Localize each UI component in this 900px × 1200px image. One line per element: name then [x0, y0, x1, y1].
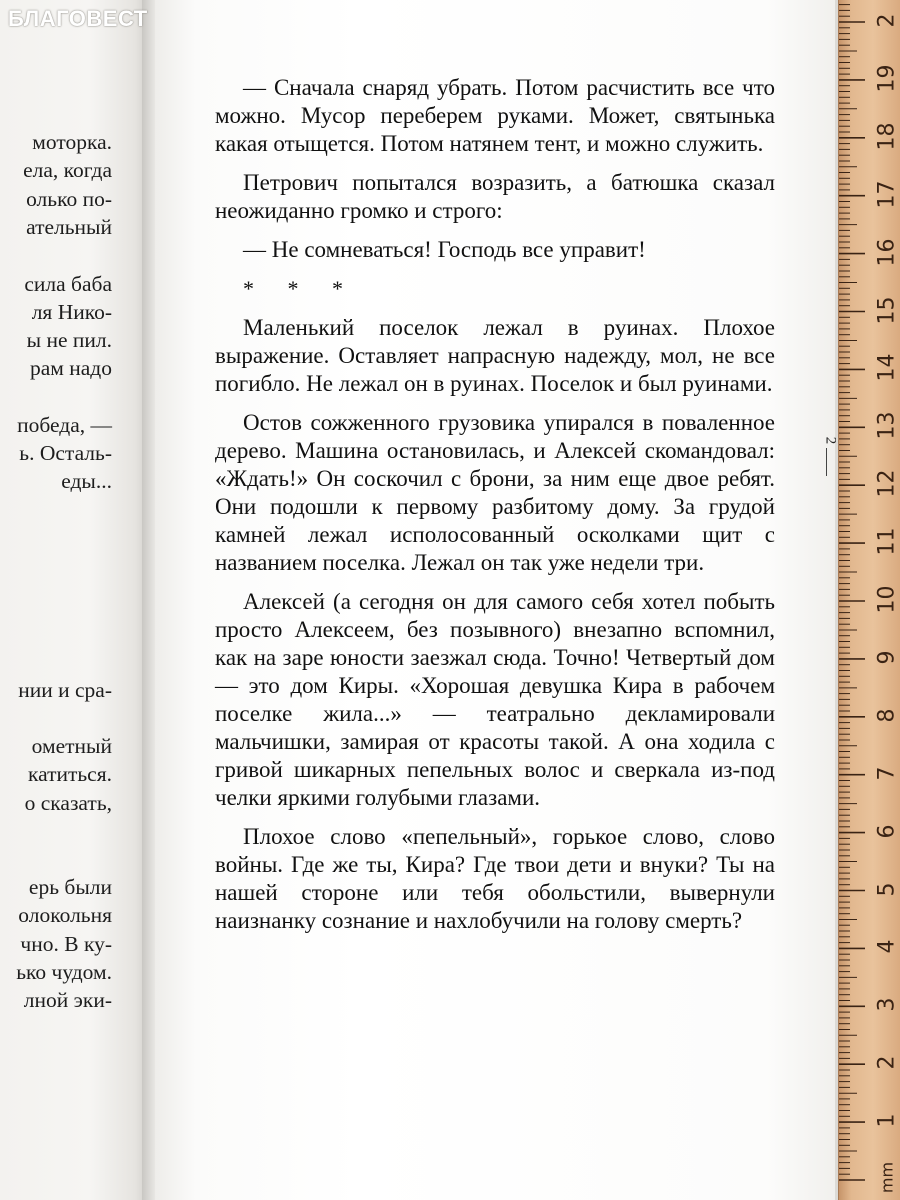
- ruler-number: 2: [874, 1055, 900, 1070]
- left-page-line: ательный: [26, 215, 112, 239]
- left-page-line: чно. В ку-: [20, 932, 112, 956]
- ruler-number: 3: [874, 997, 900, 1012]
- left-page-line: олокольня: [18, 903, 112, 927]
- ruler-number: 10: [874, 585, 900, 614]
- left-page-line: ерь были: [28, 875, 112, 899]
- paragraph: Остов сожженного грузовика упирался в поваленное дерево. Машина остановилась, и Алексей скомандовал: «Ждать!» Он соскочил с брони, за ним еще двое ребят. Они подошли к первому разбитому дому. За грудой камней лежал исполосованный осколками щит с названием поселка. Лежал он так уже недели три.: [215, 410, 775, 575]
- page-number: 2: [822, 436, 839, 445]
- left-page-line: о сказать,: [24, 791, 112, 815]
- ruler-number: 2: [874, 13, 900, 28]
- ruler-number: 6: [874, 824, 900, 839]
- ruler-unit-label: mm: [877, 1161, 897, 1194]
- ruler-number: 17: [874, 180, 900, 209]
- paragraph: Плохое слово «пепельный», горькое слово, слово войны. Где же ты, Кира? Где твои дети и внуки? Ты на нашей стороне или тебя обольстили, вывернули наизнанку сознание и нахлобучили на голову смерть?: [215, 824, 775, 933]
- left-page-line: ы не пил.: [26, 328, 112, 352]
- left-page-line: ько чудом.: [16, 960, 112, 984]
- left-page-line: нии и сра-: [18, 678, 112, 702]
- left-page-line: сила баба: [24, 272, 112, 296]
- ruler-number: 8: [874, 708, 900, 723]
- left-page-line: олько по-: [26, 187, 112, 211]
- ruler-number: 13: [874, 411, 900, 440]
- paragraph: — Не сомневаться! Господь все управит!: [243, 237, 646, 262]
- left-page-line: ела, когда: [23, 158, 112, 182]
- left-page-line: победа, —: [17, 413, 112, 437]
- left-page-line: катиться.: [27, 762, 112, 786]
- ruler-number: 11: [874, 527, 900, 556]
- paragraph: Алексей (а сегодня он для самого себя хотел побыть просто Алексеем, без позывного) внезапно вспомнил, как на заре юности заезжал сюда. Точно! Четвертый дом — это дом Киры. «Хорошая девушка Кира в рабочем поселке жила...» — театрально декламировали мальчишки, замирая от красоты такой. А она ходила с гривой шикарных пепельных волос и сверкала из-под челки яркими голубыми глазами.: [215, 589, 775, 810]
- ruler-number: 7: [874, 766, 900, 781]
- ruler-number: 9: [874, 650, 900, 665]
- ruler-number: 19: [874, 64, 900, 93]
- ruler-number: 14: [874, 353, 900, 382]
- ruler-number: 18: [874, 122, 900, 151]
- left-page: [0, 0, 150, 1200]
- ruler-number: 5: [874, 882, 900, 896]
- paragraph: Петрович попытался возразить, а батюшка сказал неожиданно громко и строго:: [215, 170, 775, 223]
- watermark-logo: БЛАГОВЕСТ: [8, 6, 148, 31]
- section-divider: * * *: [243, 276, 357, 301]
- left-page-line: лной эки-: [23, 988, 112, 1012]
- left-page-line: еды...: [61, 469, 112, 493]
- ruler-number: 12: [874, 469, 900, 498]
- left-page-line: ометный: [31, 734, 112, 758]
- right-page: [155, 0, 835, 1200]
- left-page-line: рам надо: [29, 356, 112, 380]
- paragraph: Маленький поселок лежал в руинах. Плохое выражение. Оставляет напрасную надежду, мол, не все погибло. Не лежал он в руинах. Поселок и был руинами.: [215, 315, 775, 396]
- ruler-number: 15: [874, 296, 900, 324]
- ruler-number: 4: [874, 939, 900, 954]
- ruler-number: 16: [874, 238, 900, 267]
- page-text: [215, 74, 775, 946]
- left-page-line: ь. Осталь-: [19, 441, 112, 465]
- measuring-ruler: [838, 0, 900, 1200]
- left-page-line: моторка.: [32, 130, 112, 154]
- left-page-line: ля Нико-: [31, 300, 112, 324]
- paragraph: — Сначала снаряд убрать. Потом расчистить все что можно. Мусор переберем руками. Может, святынька какая отыщется. Потом натянем тент, и можно служить.: [215, 75, 775, 156]
- ruler-number: 1: [874, 1113, 900, 1128]
- page-number-rule: [826, 448, 827, 476]
